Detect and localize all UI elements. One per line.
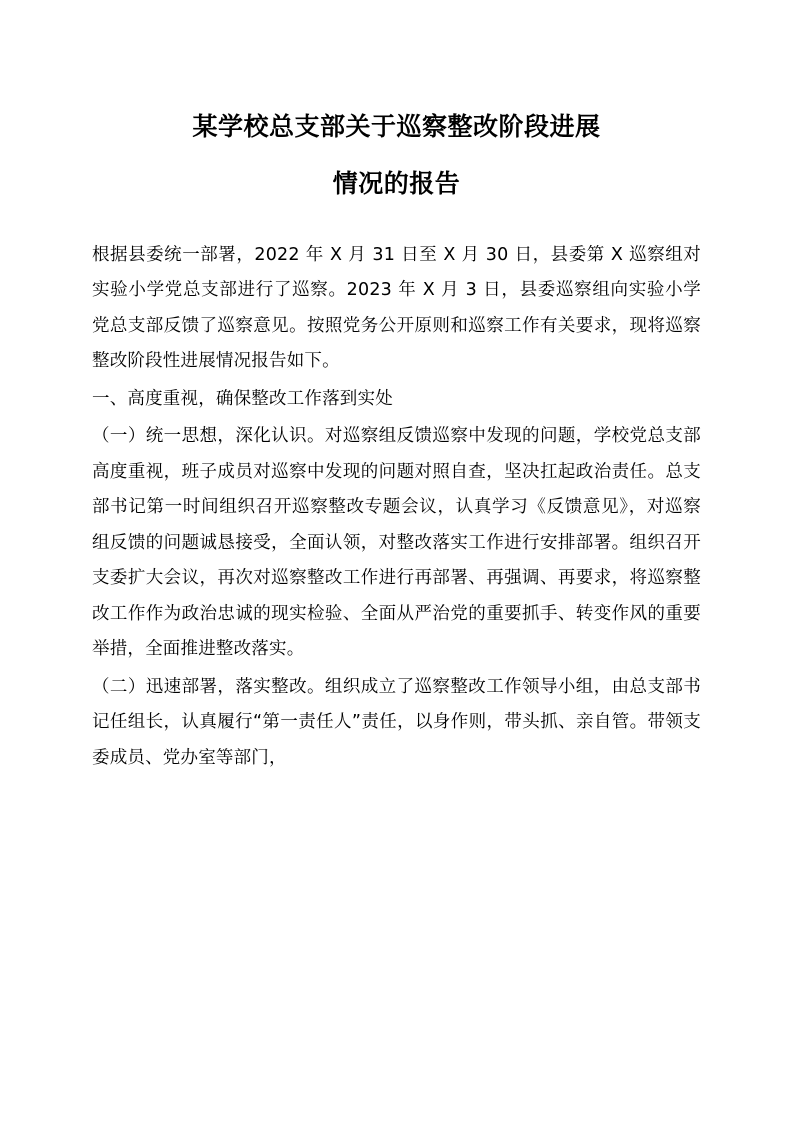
paragraph-item-2: （二）迅速部署，落实整改。组织成立了巡察整改工作领导小组，由总支部书记任组长，认真履行“第一责任人”责任，以身作则，带头抓、亲自管。带领支委成员、党办室等部门，	[92, 676, 701, 768]
document-body	[92, 238, 701, 777]
paragraph-intro: 根据县委统一部署，2022 年 X 月 31 日至 X 月 30 日，县委第 X 巡察组对实验小学党总支部进行了巡察。2023 年 X 月 3 日，县委巡察组向实验小学党总支部反馈了巡察意见。按照党务公开原则和巡察工作有关要求，现将巡察整改阶段性进展情况报告如下。	[92, 244, 701, 372]
section-heading-1: 一、高度重视，确保整改工作落到实处	[92, 388, 393, 409]
page-title	[92, 108, 701, 204]
title-line-2: 情况的报告	[332, 168, 461, 198]
paragraph-item-1: （一）统一思想，深化认识。对巡察组反馈巡察中发现的问题，学校党总支部高度重视，班子成员对巡察中发现的问题对照自查，坚决扛起政治责任。总支部书记第一时间组织召开巡察整改专题会议，认真学习《反馈意见》，对巡察组反馈的问题诚恳接受，全面认领，对整改落实工作进行安排部署。组织召开支委扩大会议，再次对巡察整改工作进行再部署、再强调、再要求，将巡察整改工作作为政治忠诚的现实检验、全面从严治党的重要抓手、转变作风的重要举措，全面推进整改落实。	[92, 426, 701, 660]
title-line-1: 某学校总支部关于巡察整改阶段进展	[192, 112, 601, 141]
